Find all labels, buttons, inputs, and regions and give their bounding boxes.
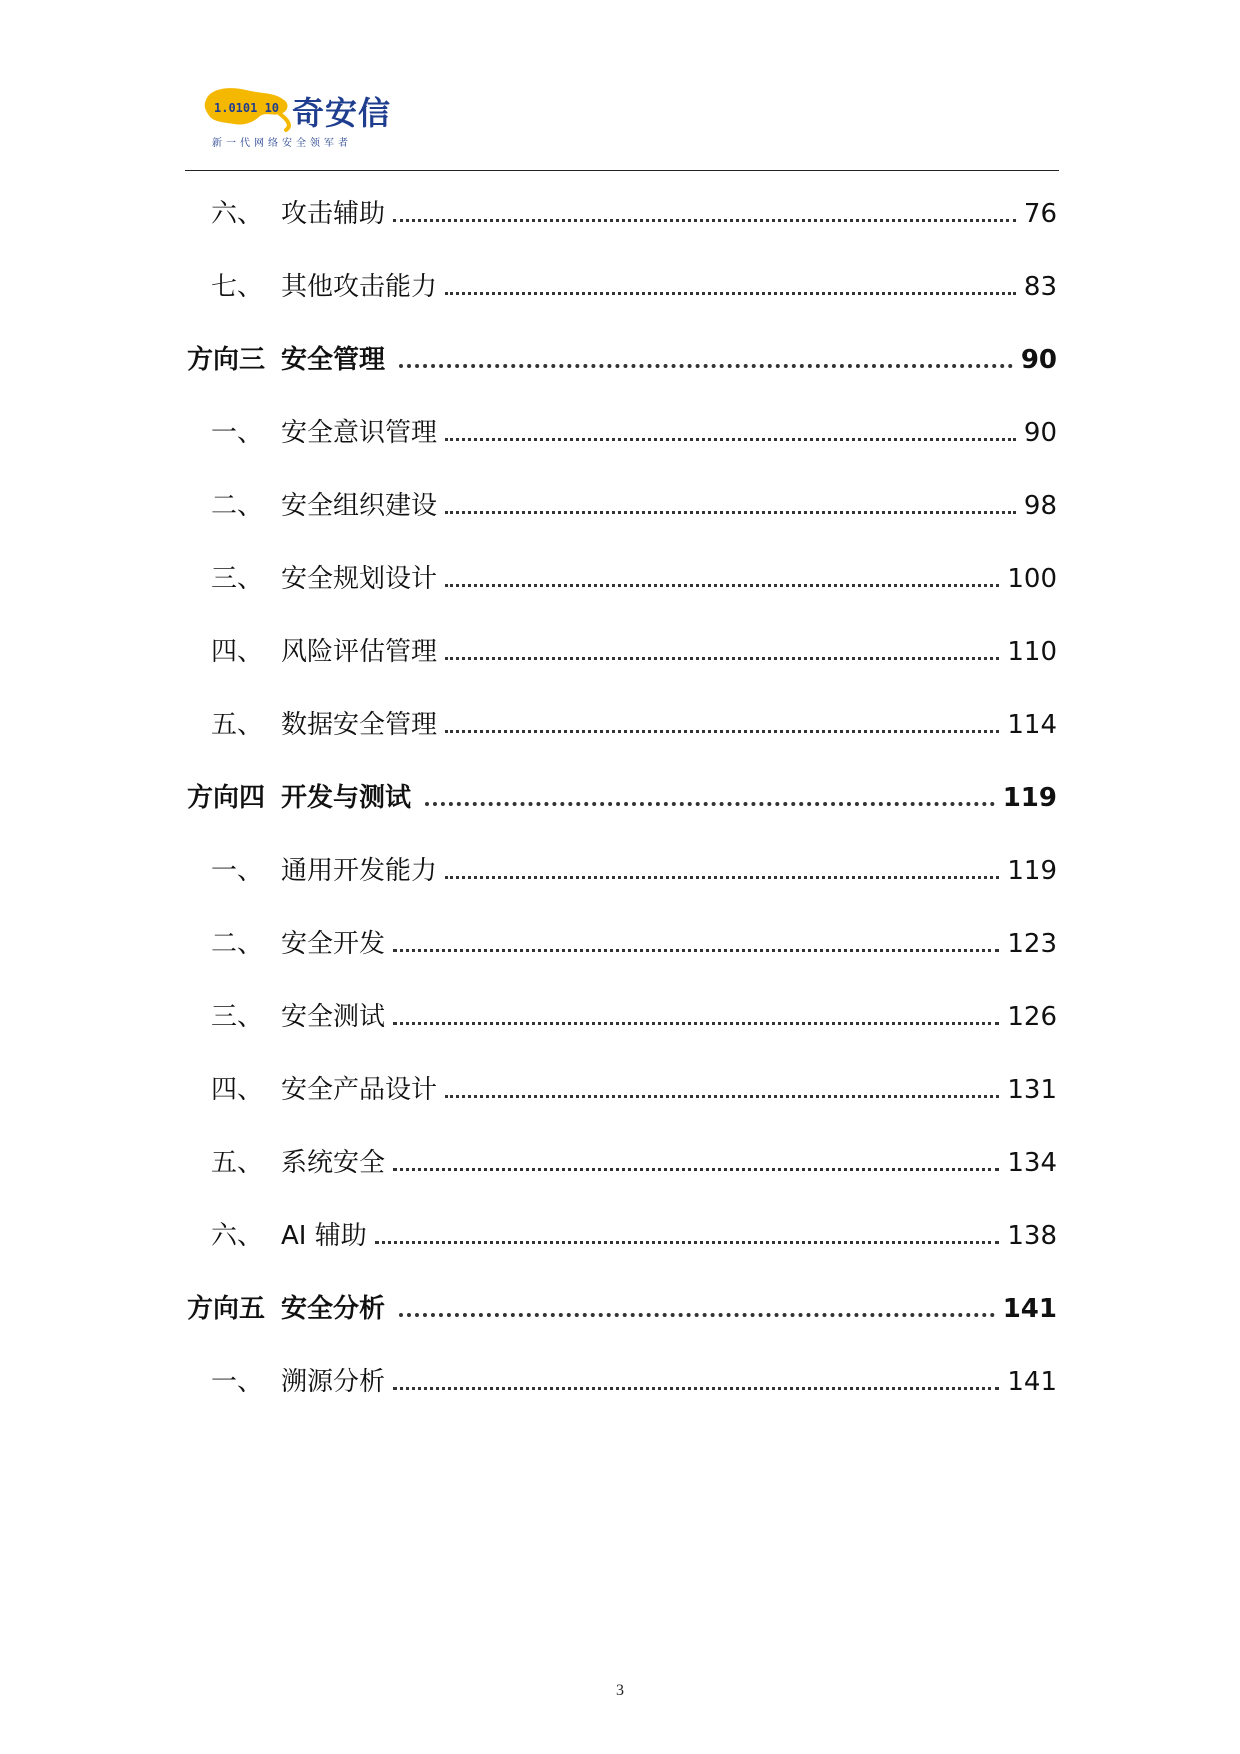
toc-entry-page: 119 [1002,783,1057,813]
toc-section-entry[interactable] [187,774,1057,814]
toc-subsection-entry[interactable] [187,1212,1057,1252]
toc-entry-page: 131 [1007,1075,1057,1105]
toc-entry-prefix: 方向五 [187,1294,266,1324]
toc-entry-prefix: 一、 [211,856,264,886]
toc-subsection-entry[interactable] [187,190,1057,230]
toc-entry-title: 系统安全 [281,1148,386,1178]
toc-subsection-entry[interactable] [187,701,1057,741]
toc-dot-leader [393,1387,999,1390]
toc-entry-prefix: 五、 [211,1148,264,1178]
toc-subsection-entry[interactable] [187,555,1057,595]
toc-entry-prefix: 三、 [211,564,264,594]
toc-dot-leader [445,730,999,733]
toc-entry-title: 开发与测试 [281,783,412,813]
toc-entry-page: 90 [1023,418,1057,448]
toc-entry-prefix: 四、 [211,1075,264,1105]
toc-entry-prefix: 四、 [211,637,264,667]
toc-entry-prefix: 二、 [211,491,264,521]
toc-entry-title: 安全产品设计 [281,1075,438,1105]
toc-subsection-entry[interactable] [187,482,1057,522]
toc-entry-title: 风险评估管理 [281,637,438,667]
toc-entry-prefix: 方向四 [187,783,266,813]
toc-subsection-entry[interactable] [187,1066,1057,1106]
toc-entry-page: 110 [1007,637,1057,667]
company-logo [200,82,420,152]
toc-subsection-entry[interactable] [187,1358,1057,1398]
toc-entry-page: 90 [1020,345,1057,375]
toc-entry-title: 安全测试 [281,1002,386,1032]
toc-entry-page: 98 [1023,491,1057,521]
toc-entry-prefix: 六、 [211,199,264,229]
toc-entry-prefix: 三、 [211,1002,264,1032]
toc-subsection-entry[interactable] [187,993,1057,1033]
toc-entry-title: 攻击辅助 [281,199,386,229]
toc-entry-page: 76 [1023,199,1057,229]
toc-entry-page: 123 [1007,929,1057,959]
toc-entry-title: AI 辅助 [281,1221,367,1251]
toc-entry-title: 安全规划设计 [281,564,438,594]
toc-dot-leader [375,1241,1000,1244]
toc-section-entry[interactable] [187,1285,1057,1325]
toc-dot-leader [445,438,1016,441]
toc-entry-title: 安全管理 [281,345,386,375]
logo-name: 奇安信 [292,94,392,132]
toc-dot-leader [393,1168,999,1171]
header-divider [185,170,1059,171]
logo-mark-text: 1.0101 10 [214,101,280,115]
toc-dot-leader [445,584,999,587]
toc-dot-leader [445,292,1016,295]
toc-dot-leader [445,511,1016,514]
toc-dot-leader [445,657,999,660]
toc-entry-page: 138 [1007,1221,1057,1251]
toc-entry-prefix: 二、 [211,929,264,959]
toc-entry-prefix: 一、 [211,1367,264,1397]
toc-entry-page: 141 [1002,1294,1057,1324]
toc-dot-leader [425,802,995,806]
toc-dot-leader [445,1095,999,1098]
toc-entry-title: 安全组织建设 [281,491,438,521]
toc-entry-title: 安全分析 [281,1294,386,1324]
toc-dot-leader [393,219,1016,222]
toc-entry-prefix: 一、 [211,418,264,448]
toc-entry-prefix: 七、 [211,272,264,302]
toc-entry-title: 溯源分析 [281,1367,386,1397]
toc-entry-title: 安全意识管理 [281,418,438,448]
toc-dot-leader [399,1313,995,1317]
page-number: 3 [616,1682,624,1699]
toc-entry-prefix: 五、 [211,710,264,740]
toc-entry-page: 119 [1007,856,1057,886]
toc-entry-title: 安全开发 [281,929,386,959]
toc-entry-title: 通用开发能力 [281,856,438,886]
toc-dot-leader [399,364,1013,368]
toc-section-entry[interactable] [187,336,1057,376]
toc-subsection-entry[interactable] [187,847,1057,887]
toc-entry-page: 141 [1007,1367,1057,1397]
toc-subsection-entry[interactable] [187,1139,1057,1179]
toc-entry-prefix: 方向三 [187,345,266,375]
toc-subsection-entry[interactable] [187,628,1057,668]
toc-entry-prefix: 六、 [211,1221,264,1251]
toc-subsection-entry[interactable] [187,920,1057,960]
toc-entry-page: 100 [1007,564,1057,594]
leopard-logo-icon [200,82,292,134]
toc-subsection-entry[interactable] [187,409,1057,449]
toc-entry-title: 数据安全管理 [281,710,438,740]
toc-dot-leader [393,949,999,952]
toc-entry-page: 126 [1007,1002,1057,1032]
toc-entry-title: 其他攻击能力 [281,272,438,302]
toc-subsection-entry[interactable] [187,263,1057,303]
toc-dot-leader [393,1022,999,1025]
toc-dot-leader [445,876,999,879]
toc-entry-page: 134 [1007,1148,1057,1178]
toc-entry-page: 83 [1023,272,1057,302]
logo-slogan: 新一代网络安全领军者 [212,138,352,149]
toc-entry-page: 114 [1007,710,1057,740]
